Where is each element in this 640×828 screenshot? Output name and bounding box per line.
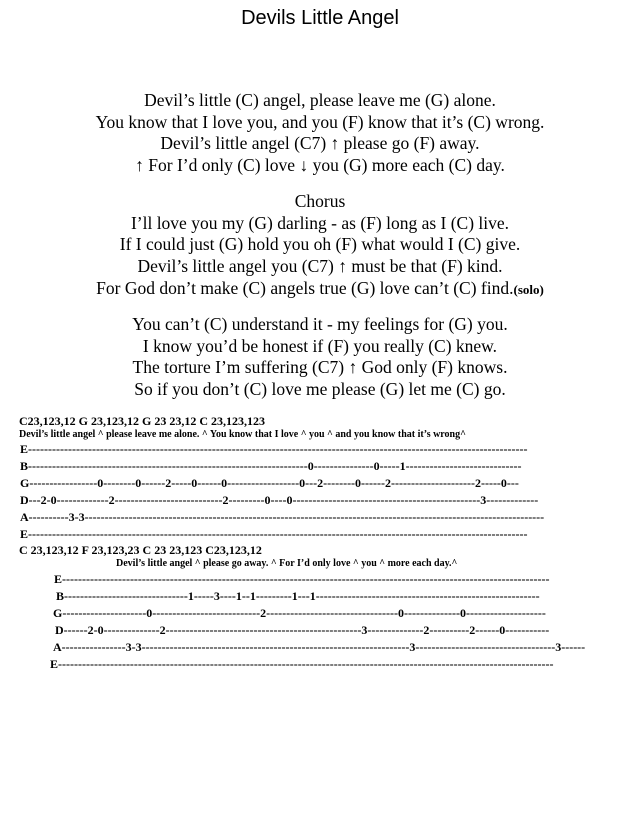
tab-string-b: B-------------------------------1-----3----1--1---------1---1-------------------------------------------------------- bbox=[56, 589, 540, 603]
chord-fingering-line: C 23,123,12 F 23,123,23 C 23 23,123 C23,123,12 bbox=[19, 543, 262, 557]
tab-lyrics-line: Devil’s little angel ^ please go away. ^ For I’d only love ^ you ^ more each day.^ bbox=[116, 558, 458, 569]
chorus-label: Chorus bbox=[294, 191, 346, 211]
tab-string-e-low: E---------------------------------------------------------------------------------------------------------------------------- bbox=[50, 657, 554, 671]
lyric-line: ↑ For I’d only (C) love ↓ you (G) more each (C) day. bbox=[135, 155, 505, 176]
tab-string-a: A----------------3-3-------------------------------------------------------------------3-----------------------------------3------ bbox=[53, 640, 586, 654]
lyric-line: Devil’s little angel you (C7) ↑ must be that (F) kind. bbox=[137, 256, 503, 277]
solo-marker: (solo) bbox=[513, 281, 544, 297]
lyric-line: You know that I love you, and you (F) know that it’s (C) wrong. bbox=[95, 111, 545, 132]
tab-string-e-low: E----------------------------------------------------------------------------------------------------------------------------- bbox=[20, 527, 528, 541]
chord-fingering-line: C23,123,12 G 23,123,12 G 23 23,12 C 23,123,123 bbox=[19, 414, 265, 428]
lyric-line: Devil’s little (C) angel, please leave me (G) alone. bbox=[144, 90, 496, 110]
chorus bbox=[0, 191, 640, 301]
tab-string-g: G---------------------0---------------------------2---------------------------------0--------------0-------------------- bbox=[53, 606, 546, 620]
tab-string-d: D---2-0-------------2---------------------------2---------0----0-----------------------------------------------3------------- bbox=[20, 493, 539, 507]
tab-string-g: G-----------------0--------0------2-----0------0------------------0---2--------0------2---------------------2-----0--- bbox=[20, 476, 519, 490]
lyric-line: I know you’d be honest if (F) you really (C) knew. bbox=[142, 335, 498, 356]
tab-string-d: D------2-0--------------2-------------------------------------------------3--------------2----------2------0----------- bbox=[55, 623, 550, 637]
lyric-line: So if you don’t (C) love me please (G) let me (C) go. bbox=[134, 379, 506, 400]
tab-string-e-high: E----------------------------------------------------------------------------------------------------------------------------- bbox=[20, 442, 528, 456]
lyric-line: If I could just (G) hold you oh (F) what would I (C) give. bbox=[119, 234, 521, 255]
lyric-line-with-solo bbox=[0, 278, 640, 301]
verse-3 bbox=[0, 314, 640, 401]
lyric-text: For God don’t make (C) angels true (G) love can’t (C) find. bbox=[96, 277, 514, 298]
lyric-line: You can’t (C) understand it - my feelings for (G) you. bbox=[132, 314, 508, 334]
lyric-line: The torture I’m suffering (C7) ↑ God only (F) knows. bbox=[132, 357, 508, 378]
tab-string-e-high: E-------------------------------------------------------------------------------------------------------------------------- bbox=[54, 572, 550, 586]
lyric-line: I’ll love you my (G) darling - as (F) long as I (C) live. bbox=[130, 212, 510, 233]
song-title: Devils Little Angel bbox=[241, 7, 399, 29]
tab-lyrics-line: Devil’s little angel ^ please leave me alone. ^ You know that I love ^ you ^ and you know that it’s wrong^ bbox=[19, 429, 466, 440]
tab-string-a: A----------3-3------------------------------------------------------------------------------------------------------------------- bbox=[20, 510, 545, 524]
tab-string-b: B----------------------------------------------------------------------0---------------0-----1----------------------------- bbox=[20, 459, 522, 473]
lyric-line: Devil’s little angel (C7) ↑ please go (F) away. bbox=[160, 133, 480, 154]
